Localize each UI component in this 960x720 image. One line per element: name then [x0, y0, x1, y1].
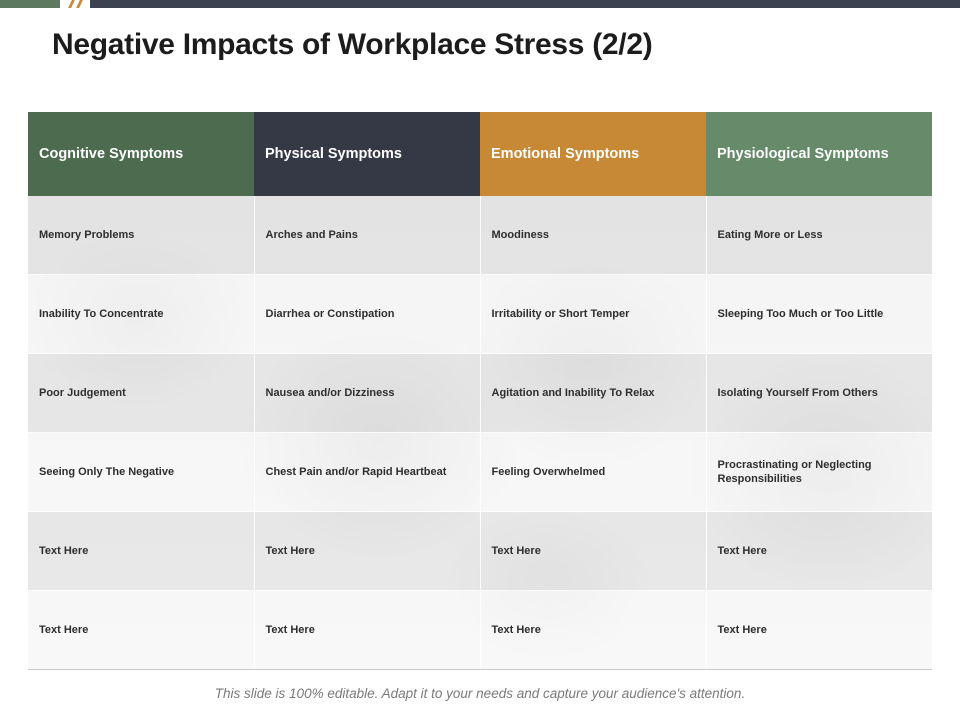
header-emotional-symptoms: Emotional Symptoms	[480, 112, 706, 196]
table-cell: Seeing Only The Negative	[28, 433, 254, 512]
table-cell: Moodiness	[480, 196, 706, 275]
table-cell: Isolating Yourself From Others	[706, 354, 932, 433]
top-bar-gap	[60, 0, 90, 8]
table-cell: Text Here	[28, 512, 254, 591]
table-row	[28, 512, 932, 591]
table-cell: Sleeping Too Much or Too Little	[706, 275, 932, 354]
table-cell: Chest Pain and/or Rapid Heartbeat	[254, 433, 480, 512]
table-row	[28, 196, 932, 275]
table-row	[28, 433, 932, 512]
table-cell: Eating More or Less	[706, 196, 932, 275]
table-cell: Text Here	[28, 591, 254, 670]
symptoms-table-container	[28, 112, 932, 668]
table-cell: Text Here	[480, 591, 706, 670]
header-physiological-symptoms: Physiological Symptoms	[706, 112, 932, 196]
table-cell: Memory Problems	[28, 196, 254, 275]
table-row	[28, 275, 932, 354]
slide-footer-note: This slide is 100% editable. Adapt it to your needs and capture your audience's attention.	[214, 686, 746, 701]
table-header-row	[28, 112, 932, 196]
symptoms-table	[28, 112, 932, 670]
table-cell: Arches and Pains	[254, 196, 480, 275]
table-cell: Text Here	[480, 512, 706, 591]
table-cell: Text Here	[706, 512, 932, 591]
table-cell: Diarrhea or Constipation	[254, 275, 480, 354]
table-cell: Nausea and/or Dizziness	[254, 354, 480, 433]
slide-title: Negative Impacts of Workplace Stress (2/2)	[52, 28, 653, 61]
header-cognitive-symptoms: Cognitive Symptoms	[28, 112, 254, 196]
table-cell: Inability To Concentrate	[28, 275, 254, 354]
table-cell: Poor Judgement	[28, 354, 254, 433]
table-cell: Text Here	[706, 591, 932, 670]
table-cell: Feeling Overwhelmed	[480, 433, 706, 512]
table-cell: Text Here	[254, 591, 480, 670]
top-accent-bar	[0, 0, 960, 8]
table-cell: Procrastinating or Neglecting Responsibilities	[706, 433, 932, 512]
table-cell: Text Here	[254, 512, 480, 591]
top-bar-green-segment	[0, 0, 60, 8]
table-row	[28, 591, 932, 670]
table-cell: Irritability or Short Temper	[480, 275, 706, 354]
table-row	[28, 354, 932, 433]
table-cell: Agitation and Inability To Relax	[480, 354, 706, 433]
header-physical-symptoms: Physical Symptoms	[254, 112, 480, 196]
